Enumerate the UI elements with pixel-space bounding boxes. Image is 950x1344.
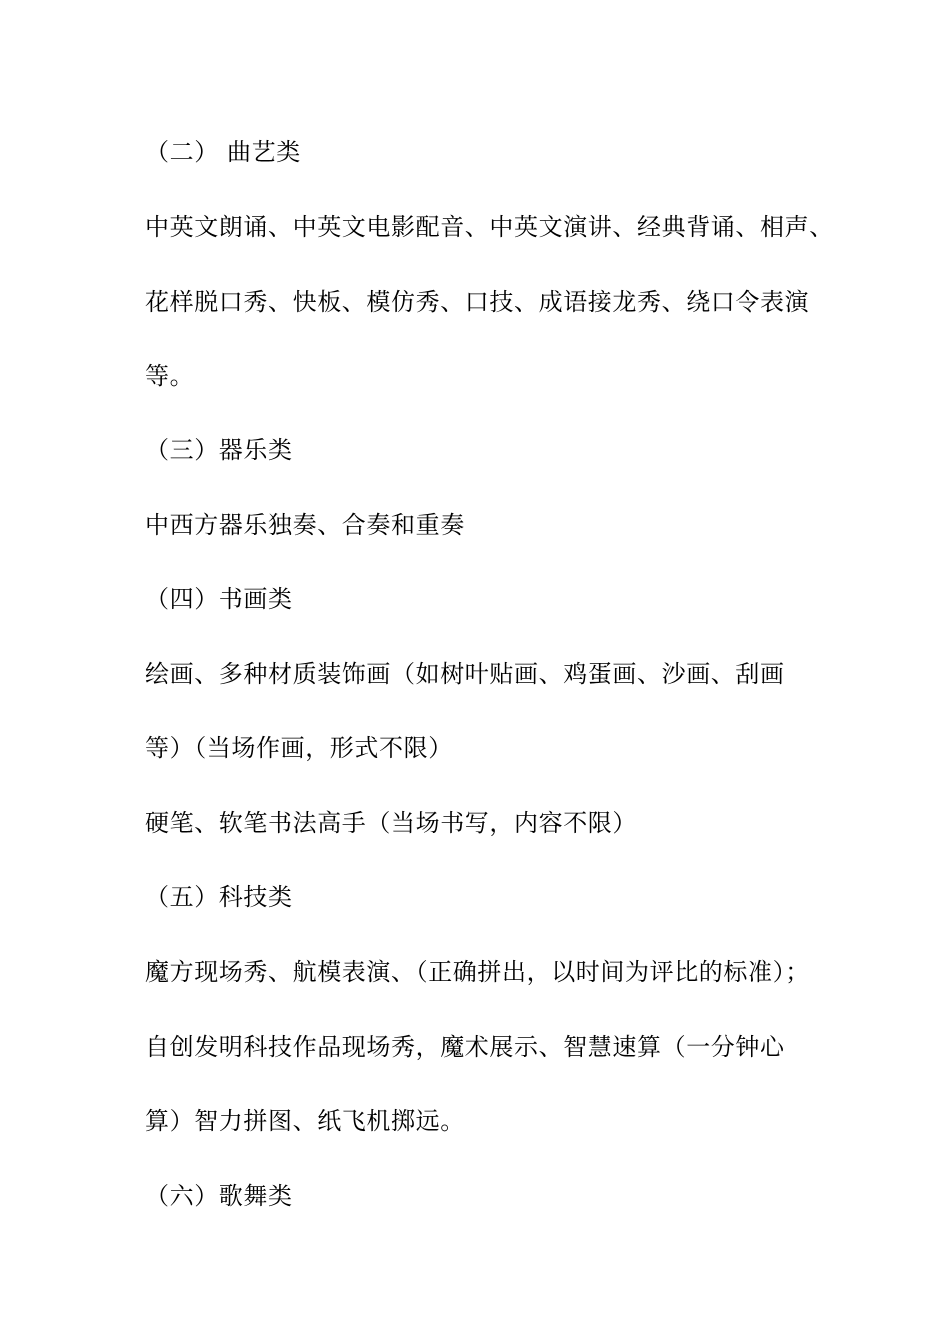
paragraph-line: 中西方器乐独奏、合奏和重奏: [145, 511, 465, 539]
paragraph-line: 算）智力拼图、纸飞机掷远。: [145, 1107, 465, 1135]
paragraph-line: 中英文朗诵、中英文电影配音、中英文演讲、经典背诵、相声、: [145, 213, 834, 241]
paragraph-line: 绘画、多种材质装饰画（如树叶贴画、鸡蛋画、沙画、刮画: [145, 660, 785, 688]
paragraph-line: 等）（当场作画，形式不限）: [145, 734, 453, 762]
paragraph-line: 魔方现场秀、航模表演、（正确拼出，以时间为评比的标准）；: [145, 958, 810, 986]
section-heading-keji: （五）科技类: [145, 883, 293, 911]
section-heading-shuhua: （四）书画类: [145, 585, 293, 613]
paragraph-line: 自创发明科技作品现场秀，魔术展示、智慧速算（一分钟心: [145, 1033, 785, 1061]
section-heading-qiyue: （三）器乐类: [145, 436, 293, 464]
section-heading-gewu: （六）歌舞类: [145, 1182, 293, 1210]
paragraph-line: 花样脱口秀、快板、模仿秀、口技、成语接龙秀、绕口令表演: [145, 288, 810, 316]
paragraph-line: 等。: [145, 362, 195, 390]
section-heading-quyi: （二） 曲艺类: [145, 138, 301, 166]
paragraph-line: 硬笔、软笔书法高手（当场书写，内容不限）: [145, 809, 637, 837]
